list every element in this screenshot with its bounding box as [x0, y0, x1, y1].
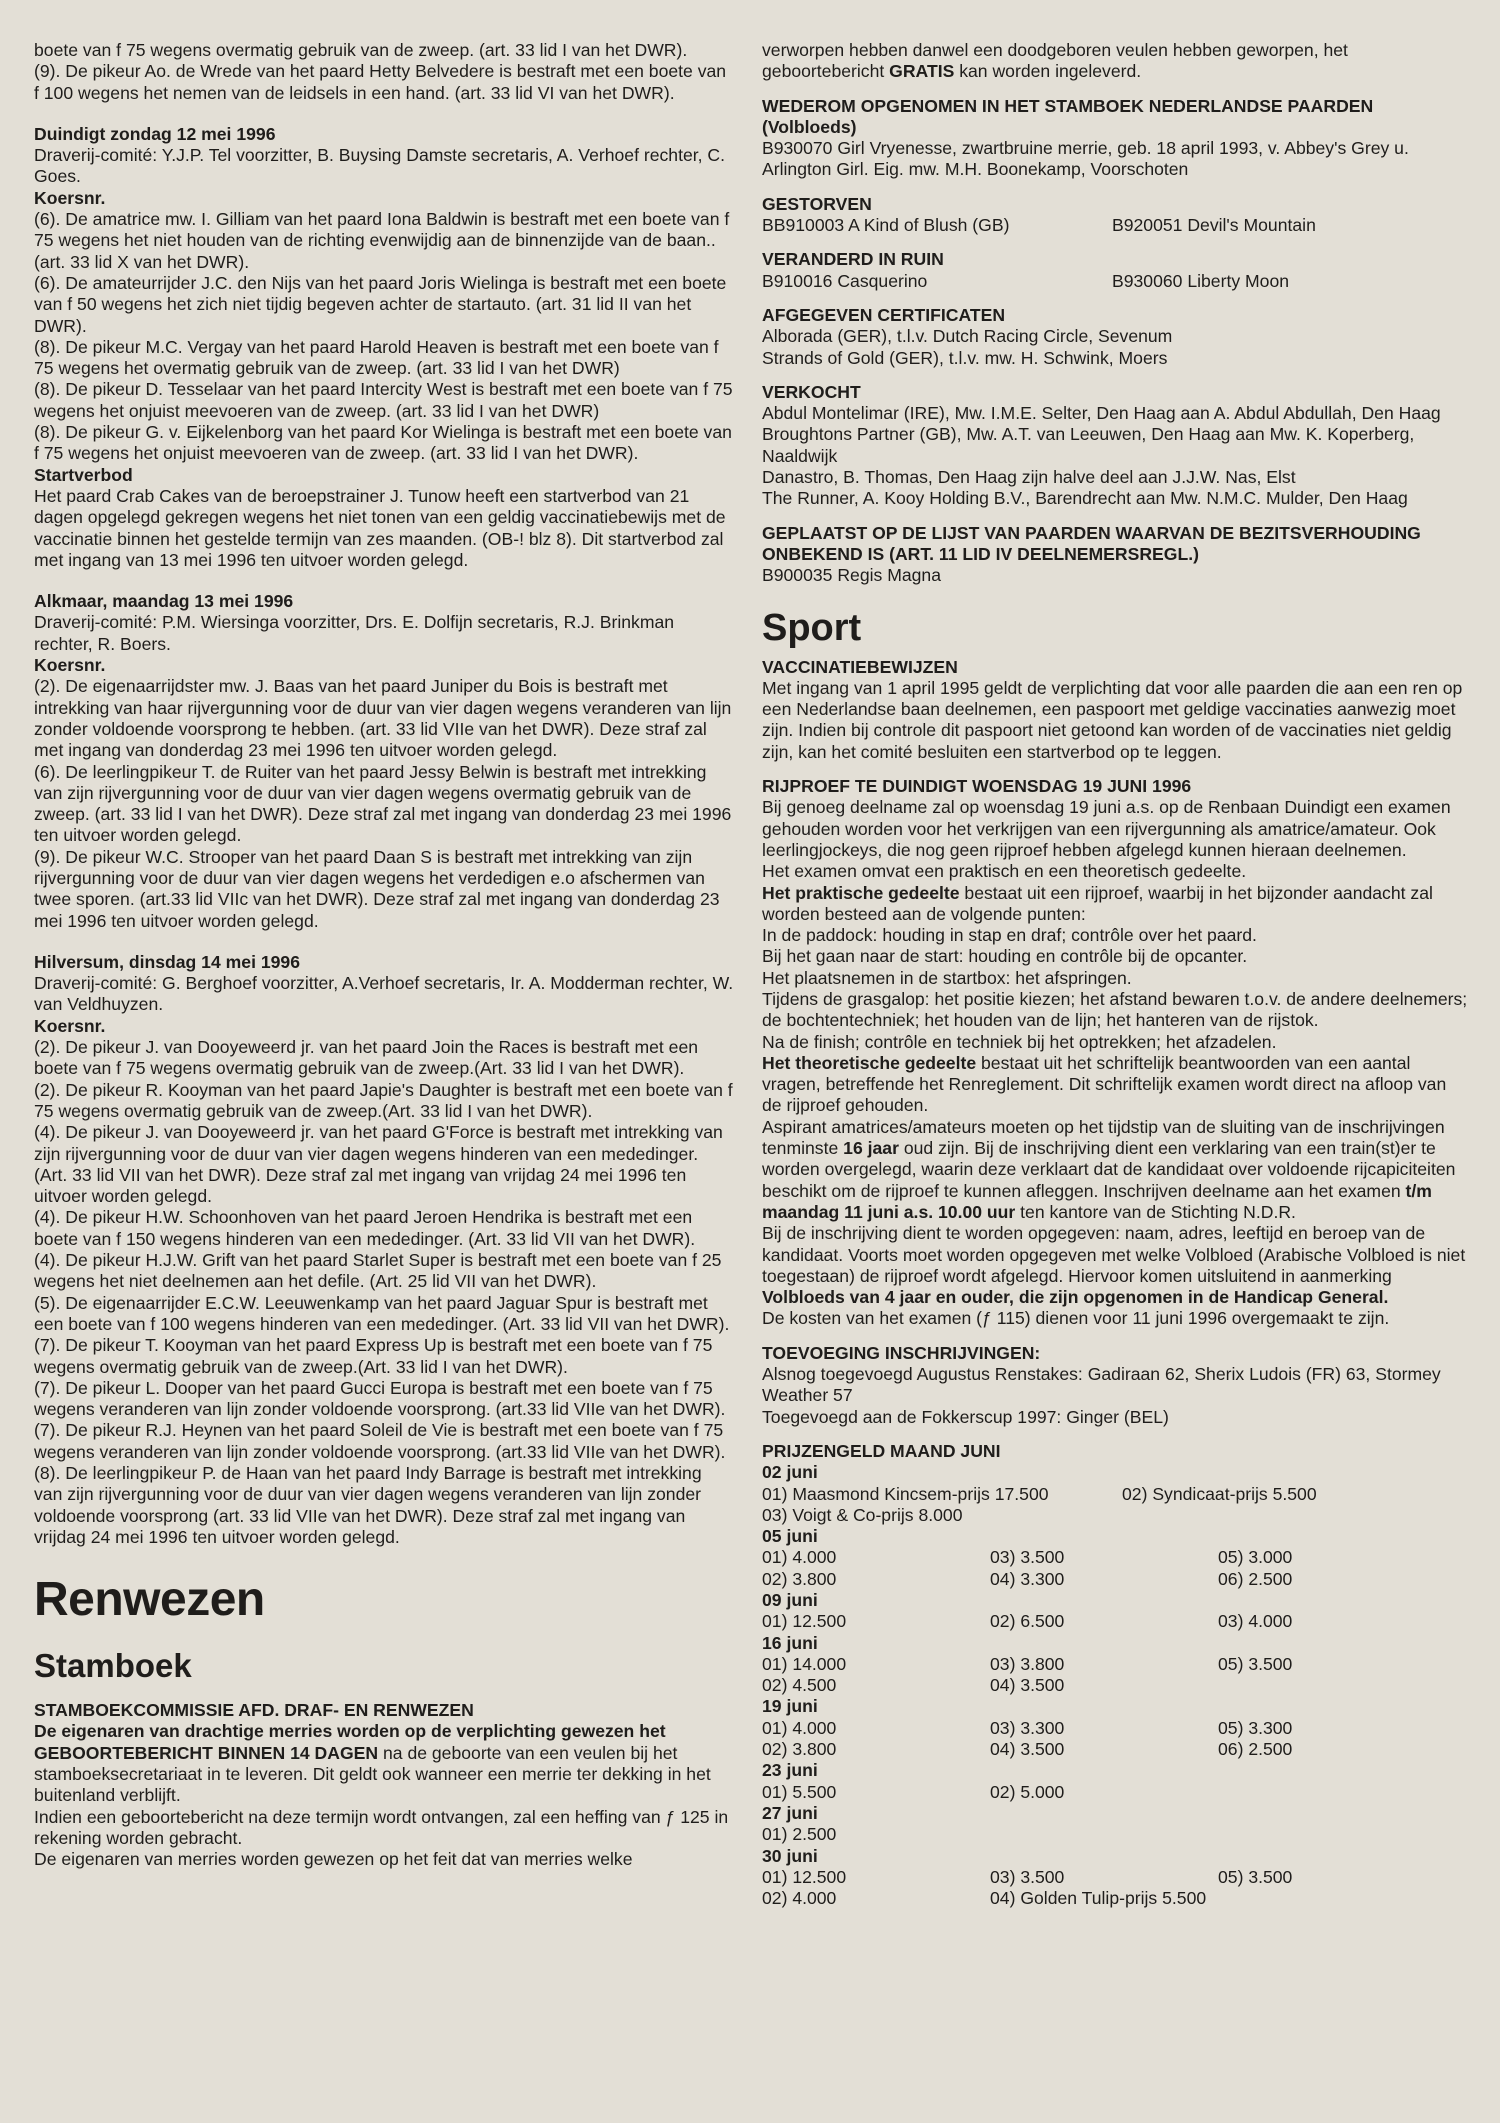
- section-title-renwezen: Renwezen: [34, 1573, 265, 1627]
- prize-cell: 04) Golden Tulip-prijs 5.500: [990, 1888, 1207, 1909]
- prize-date: 16 juni: [762, 1632, 818, 1653]
- prize-table: [762, 1462, 1468, 1909]
- prize-cell: 04) 3.500: [990, 1675, 1065, 1696]
- prize-cell: [1122, 1505, 1382, 1526]
- prize-cell: [1218, 1675, 1418, 1696]
- section-title-sport: Sport: [762, 606, 862, 649]
- text: bestaat uit het schriftelijk beantwoorden van een aantal vragen, betreffende het Renreglement. Dit schriftelijk examen wordt direct na afloop van de rijproef gehouden.: [762, 1052, 1447, 1116]
- text: na de geboorte van een veulen bij het stamboeksecretariaat in te leveren. Dit geldt ook wanneer een merrie ter dekking in het buitenland verblijft.: [34, 1742, 711, 1806]
- prize-cell: 05) 3.500: [1218, 1653, 1293, 1674]
- prize-cell: 01) 5.500: [762, 1781, 837, 1802]
- prize-cell: 02) 3.800: [762, 1568, 837, 1589]
- prize-date: 02 juni: [762, 1462, 818, 1483]
- paragraph: De eigenaren van merries worden gewezen op het feit dat van merries welke: [34, 1849, 633, 1870]
- bold-text: De eigenaren van drachtige merries worden op de verplichting gewezen het GEBOORTEBERICHT BINNEN 14 DAGEN: [34, 1721, 666, 1763]
- text: kan worden ingeleverd.: [954, 61, 1142, 82]
- bold-text: Het theoretische gedeelte: [762, 1052, 977, 1073]
- prize-row: [762, 1824, 1468, 1845]
- meeting-title: Duindigt zondag 12 mei 1996: [34, 123, 276, 144]
- paragraph: Indien een geboortebericht na deze termijn wordt ontvangen, zal een heffing van ƒ 125 in rekening worden gebracht.: [34, 1806, 729, 1848]
- prize-row: [762, 1654, 1468, 1675]
- penalty-item: (2). De pikeur J. van Dooyeweerd jr. van het paard Join the Races is bestraft met een boete van f 75 wegens overmatig gebruik van de zweep.(Art. 33 lid I van het DWR).: [34, 1037, 699, 1079]
- committee-text: Draverij-comité: P.M. Wiersinga voorzitter, Drs. E. Dolfijn secretaris, R.J. Brinkman rechter, R. Boers.: [34, 612, 675, 654]
- prize-cell: 04) 3.300: [990, 1568, 1065, 1589]
- penalty-item: (6). De amateurrijder J.C. den Nijs van het paard Joris Wielinga is bestraft met een boete van f 50 wegens het zich niet tijdig begeven achter de startauto. (art. 31 lid II van het DWR).: [34, 272, 727, 336]
- prize-row: [762, 1867, 1468, 1888]
- prize-cell: 03) Voigt & Co-prijs 8.000: [762, 1504, 963, 1525]
- prize-cell: 01) 12.500: [762, 1866, 847, 1887]
- penalty-item: (2). De pikeur R. Kooyman van het paard Japie's Daughter is bestraft met een boete van f 75 wegens overmatig gebruik van de zweep.(Art. 33 lid I van het DWR).: [34, 1079, 733, 1121]
- prize-row: [762, 1888, 1468, 1909]
- heading-gestorven: GESTORVEN: [762, 193, 872, 214]
- prize-cell: 03) 4.000: [1218, 1611, 1293, 1632]
- prize-row: [762, 1547, 1468, 1568]
- penalty-item: (7). De pikeur L. Dooper van het paard Gucci Europa is bestraft met een boete van f 75 wegens veranderen van lijn zonder voldoende voorsprong. (art.33 lid VIIe van het DWR).: [34, 1377, 726, 1420]
- penalty-item: (Art. 33 lid VII van het DWR). Deze straf zal met ingang van vrijdag 24 mei 1996 ten uitvoer worden gelegd.: [34, 1164, 687, 1207]
- text: ten kantore van de Stichting N.D.R.: [1015, 1201, 1296, 1222]
- paragraph: B930070 Girl Vryenesse, zwartbruine merrie, geb. 18 april 1993, v. Abbey's Grey u. Arlington Girl. Eig. mw. M.H. Boonekamp, Voorschoten: [762, 138, 1409, 180]
- penalty-item: (6). De amatrice mw. I. Gilliam van het paard Iona Baldwin is bestraft met een boete van f 75 wegens het niet houden van de richting evenwijdig aan de binnenzijde van de baan..(art. 33 lid X van het DWR).: [34, 209, 730, 272]
- penalty-item: (8). De leerlingpikeur P. de Haan van het paard Indy Barrage is bestraft met intrekking van zijn rijvergunning voor de duur van vier dagen wegens veranderen van lijn zonder voldoende voorsprong (art. 33 lid VIIe van het DWR). Deze straf zal met ingang van vrijdag 24 mei 1996 ten uitvoer worden gelegd.: [34, 1463, 702, 1547]
- prize-date: 30 juni: [762, 1845, 818, 1866]
- list-item: [762, 215, 1468, 236]
- right-column: [762, 40, 1468, 1909]
- prize-cell: 02) 4.000: [762, 1888, 837, 1909]
- koersnr-label: Koersnr.: [34, 1015, 106, 1036]
- prize-row: [762, 1611, 1468, 1632]
- prize-date: 09 juni: [762, 1590, 818, 1610]
- prize-cell: 01) 12.500: [762, 1611, 847, 1632]
- penalty-item: (8). De pikeur G. v. Eijkelenborg van het paard Kor Wielinga is bestraft met een boete van f 75 wegens het onjuist meevoeren van de zweep. (art. 33 lid I van het DWR).: [34, 422, 732, 464]
- penalty-item: (6). De leerlingpikeur T. de Ruiter van het paard Jessy Belwin is bestraft met intrekking van zijn rijvergunning voor de duur van vier dagen wegens overmatig gebruik van de zweep. (art. 33 lid I van het DWR). Deze straf zal met ingang van donderdag 23 mei 1996 ten uitvoer worden gelegd.: [34, 761, 732, 846]
- prize-cell: 05) 3.000: [1218, 1547, 1293, 1568]
- prize-cell: 02) 6.500: [990, 1611, 1065, 1632]
- list-item: Bij het gaan naar de start: houding en contrôle bij de opcanter.: [762, 946, 1248, 967]
- heading-lijst: GEPLAATST OP DE LIJST VAN PAARDEN WAARVAN DE BEZITSVERHOUDING ONBEKEND IS (ART. 11 LID IV DEELNEMERSREGL.): [762, 522, 1421, 564]
- paragraph: [762, 1223, 1468, 1308]
- text: Bij de inschrijving dient te worden opgegeven: naam, adres, leeftijd en beroep van de kandidaat. Voorts moet worden opgegeven met welke Volbloed (Arabische Volbloed is niet toegestaan) de rijproef wordt afgelegd. Hiervoor komen uitsluitend in aanmerking: [762, 1223, 1466, 1286]
- prize-row: [762, 1484, 1468, 1505]
- text: verworpen hebben danwel een doodgeboren veulen hebben geworpen, het geboortebericht: [762, 40, 1348, 82]
- prize-cell: 02) Syndicaat-prijs 5.500: [1122, 1483, 1317, 1504]
- prize-cell: [990, 1824, 1218, 1845]
- prize-cell: 01) 4.000: [762, 1547, 837, 1568]
- startverbod-text: Het paard Crab Cakes van de beroepstrainer J. Tunow heeft een startverbod van 21 dagen opgelegd gekregen wegens het niet tonen van een geldig vaccinatiebewijs met de vaccinatie binnen het gestelde termijn van zes maanden. (OB-! blz 8). Dit startverbod zal met ingang van 13 mei 1996 ten uitvoer worden gelegd.: [34, 485, 726, 570]
- list-item: The Runner, A. Kooy Holding B.V., Barendrecht aan Mw. N.M.C. Mulder, Den Haag: [762, 488, 1408, 509]
- prize-cell: 02) 3.800: [762, 1739, 837, 1760]
- entry: B930060 Liberty Moon: [1112, 270, 1290, 291]
- heading-rijproef: RIJPROEF TE DUINDIGT WOENSDAG 19 JUNI 1996: [762, 776, 1192, 797]
- heading-verkocht: VERKOCHT: [762, 381, 861, 402]
- committee-text: Draverij-comité: Y.J.P. Tel voorzitter, B. Buysing Damste secretaris, A. Verhoef rechter, C. Goes.: [34, 145, 726, 187]
- paragraph: (9). De pikeur Ao. de Wrede van het paard Hetty Belvedere is bestraft met een boete van f 100 wegens het nemen van de leidsels in een hand. (art. 33 lid VI van het DWR).: [34, 61, 727, 103]
- bold-text: t/m maandag 11 juni a.s. 10.00 uur: [762, 1180, 1432, 1222]
- list-item: Alsnog toegevoegd Augustus Renstakes: Gadiraan 62, Sherix Ludois (FR) 63, Stormey Weather 57: [762, 1364, 1441, 1406]
- prize-cell: 02) 4.500: [762, 1675, 837, 1696]
- text: bestaat uit een rijproef, waarbij in het bijzonder aandacht zal worden besteed aan de volgende punten:: [762, 882, 1433, 924]
- heading-veranderd: VERANDERD IN RUIN: [762, 249, 944, 270]
- bold-text: GRATIS: [889, 61, 955, 82]
- list-item: Strands of Gold (GER), t.l.v. mw. H. Schwink, Moers: [762, 347, 1168, 368]
- prize-row: [762, 1569, 1468, 1590]
- prize-date: 27 juni: [762, 1802, 818, 1823]
- list-item: Toegevoegd aan de Fokkerscup 1997: Ginger (BEL): [762, 1406, 1169, 1427]
- list-item: Danastro, B. Thomas, Den Haag zijn halve deel aan J.J.W. Nas, Elst: [762, 467, 1296, 488]
- section-title-stamboek: Stamboek: [34, 1647, 192, 1685]
- prize-cell: [1218, 1782, 1418, 1803]
- prize-cell: 05) 3.300: [1218, 1717, 1293, 1738]
- bold-text: Volbloeds van 4 jaar en ouder, die zijn opgenomen in de Handicap General.: [762, 1287, 1389, 1308]
- penalty-item: (4). De pikeur H.J.W. Grift van het paard Starlet Super is bestraft met een boete van f 25 wegens het niet deelnemen aan het defile. (Art. 25 lid VII van het DWR).: [34, 1250, 722, 1292]
- bold-text: 16 jaar: [843, 1138, 899, 1159]
- prize-date: 19 juni: [762, 1696, 818, 1717]
- prize-cell: 05) 3.500: [1218, 1866, 1293, 1887]
- paragraph: [762, 1117, 1468, 1223]
- prize-cell: 01) Maasmond Kincsem-prijs 17.500: [762, 1483, 1049, 1504]
- penalty-item: (9). De pikeur W.C. Strooper van het paard Daan S is bestraft met intrekking van zijn rijvergunning voor de duur van vier dagen wegens het verdedigen e.o afschermen van twee sporen. (art.33 lid VIIc van het DWR). Deze straf zal met ingang van donderdag 23 mei 1996 ten uitvoer worden gelegd.: [34, 846, 720, 931]
- entry: B920051 Devil's Mountain: [1112, 215, 1316, 236]
- koersnr-label: Koersnr.: [34, 655, 106, 676]
- prize-cell: 03) 3.500: [990, 1866, 1065, 1887]
- prize-cell: 01) 2.500: [762, 1824, 837, 1845]
- startverbod-label: Startverbod: [34, 464, 133, 485]
- prize-cell: 04) 3.500: [990, 1739, 1065, 1760]
- list-item: Het plaatsnemen in de startbox: het afspringen.: [762, 967, 1132, 988]
- list-item: Alborada (GER), t.l.v. Dutch Racing Circle, Sevenum: [762, 326, 1173, 347]
- paragraph: [34, 1721, 734, 1806]
- heading-wederom: WEDEROM OPGENOMEN IN HET STAMBOEK NEDERLANDSE PAARDEN (Volbloeds): [762, 95, 1374, 137]
- meeting-title: Hilversum, dinsdag 14 mei 1996: [34, 951, 300, 972]
- text: oud zijn. Bij de inschrijving dient een verklaring van een train(st)er te worden overgelegd, waarin deze verklaart dat de kandidaat over voldoende rijcapiciteiten beschikt om de rijproef te kunnen afleggen. Inschrijven deelname aan het examen: [762, 1138, 1456, 1201]
- penalty-item: (7). De pikeur R.J. Heynen van het paard Soleil de Vie is bestraft met een boete van f 75 wegens veranderen van lijn zonder voldoende voorsprong. (art.33 lid VIIe van het DWR).: [34, 1420, 726, 1462]
- penalty-item: (4). De pikeur J. van Dooyeweerd jr. van het paard G'Force is bestraft met intrekking van zijn rijvergunning voor de duur van vier dagen wegens hinderen van een mededinger.: [34, 1122, 723, 1164]
- list-item: Tijdens de grasgalop: het positie kiezen; het afstand bewaren t.o.v. de andere deelnemers; de bochtentechniek; het houden van de lijn; het hanteren van de rijstok.: [762, 988, 1468, 1031]
- prize-row: [762, 1718, 1468, 1739]
- paragraph: [762, 883, 1468, 926]
- text: Aspirant amatrices/amateurs moeten op het tijdstip van de sluiting van de inschrijvingen tenminste: [762, 1116, 1445, 1159]
- prize-date: 05 juni: [762, 1526, 818, 1547]
- heading-certificaten: AFGEGEVEN CERTIFICATEN: [762, 304, 1006, 325]
- paragraph: Het examen omvat een praktisch en een theoretisch gedeelte.: [762, 861, 1247, 882]
- meeting-title: Alkmaar, maandag 13 mei 1996: [34, 591, 294, 612]
- penalty-item: (8). De pikeur M.C. Vergay van het paard Harold Heaven is bestraft met een boete van f 75 wegens het overmatig gebruik van de zweep. (art. 33 lid I van het DWR): [34, 336, 719, 379]
- penalty-item: (7). De pikeur T. Kooyman van het paard Express Up is bestraft met een boete van f 75 wegens overmatig gebruik van de zweep.(Art. 33 lid I van het DWR).: [34, 1335, 713, 1377]
- prize-cell: 02) 5.000: [990, 1781, 1065, 1802]
- paragraph: [762, 40, 1468, 83]
- committee-text: Draverij-comité: G. Berghoef voorzitter, A.Verhoef secretaris, Ir. A. Modderman rechter, W. van Veldhuyzen.: [34, 973, 734, 1015]
- paragraph: De kosten van het examen (ƒ 115) dienen voor 11 juni 1996 overgemaakt te zijn.: [762, 1308, 1390, 1329]
- penalty-item: (4). De pikeur H.W. Schoonhoven van het paard Jeroen Hendrika is bestraft met een boete van f 150 wegens hinderen van een mededinger. (Art. 33 lid VII van het DWR).: [34, 1207, 696, 1249]
- prize-cell: 01) 14.000: [762, 1653, 847, 1674]
- paragraph: boete van f 75 wegens overmatig gebruik van de zweep. (art. 33 lid I van het DWR).: [34, 40, 688, 60]
- prize-row: [762, 1739, 1468, 1760]
- entry: B910016 Casquerino: [762, 270, 928, 291]
- bold-text: Het praktische gedeelte: [762, 882, 960, 903]
- prize-cell: 01) 4.000: [762, 1717, 837, 1738]
- prize-date: 23 juni: [762, 1760, 818, 1781]
- heading-prijzengeld: PRIJZENGELD MAAND JUNI: [762, 1440, 1001, 1461]
- penalty-item: (5). De eigenaarrijder E.C.W. Leeuwenkamp van het paard Jaguar Spur is bestraft met een boete van f 100 wegens hinderen van een mededinger. (Art. 33 lid VII van het DWR).: [34, 1292, 730, 1334]
- left-column: [34, 40, 734, 1871]
- prize-cell: 03) 3.300: [990, 1717, 1065, 1738]
- paragraph: Bij genoeg deelname zal op woensdag 19 juni a.s. op de Renbaan Duindigt een examen gehouden worden voor het verkrijgen van een rijvergunning als amatrice/amateur. Ook leerlingjockeys, die nog geen rijproef hebben afgelegd kunnen hieraan deelnemen.: [762, 797, 1451, 860]
- heading-vaccinatie: VACCINATIEBEWIJZEN: [762, 656, 958, 677]
- commissie-heading: STAMBOEKCOMMISSIE AFD. DRAF- EN RENWEZEN: [34, 1700, 474, 1721]
- list-item: Na de finish; contrôle en techniek bij het optrekken; het afzadelen.: [762, 1031, 1277, 1052]
- prize-cell: [1218, 1888, 1418, 1909]
- penalty-item: (2). De eigenaarrijdster mw. J. Baas van het paard Juniper du Bois is bestraft met intrekking van haar rijvergunning voor de duur van vier dagen wegens veranderen van lijn zonder voldoende voorsprong te hebben. (art. 33 lid VIIe van het DWR). Deze straf zal met ingang van donderdag 23 mei 1996 ten uitvoer worden gelegd.: [34, 676, 732, 761]
- prize-cell: [1218, 1824, 1418, 1845]
- prize-row: [762, 1782, 1468, 1803]
- penalty-item: (8). De pikeur D. Tesselaar van het paard Intercity West is bestraft met een boete van f 75 wegens het onjuist meevoeren van de zweep. (art. 33 lid I van het DWR): [34, 379, 733, 421]
- entry: BB910003 A Kind of Blush (GB): [762, 215, 1010, 236]
- heading-toevoeging: TOEVOEGING INSCHRIJVINGEN:: [762, 1342, 1041, 1363]
- koersnr-label: Koersnr.: [34, 187, 106, 208]
- list-item: Broughtons Partner (GB), Mw. A.T. van Leeuwen, Den Haag aan Mw. K. Koperberg, Naaldwijk: [762, 424, 1415, 466]
- prize-cell: 03) 3.800: [990, 1653, 1065, 1674]
- prize-row: [762, 1675, 1468, 1696]
- prize-cell: 06) 2.500: [1218, 1568, 1293, 1589]
- list-item: Abdul Montelimar (IRE), Mw. I.M.E. Selter, Den Haag aan A. Abdul Abdullah, Den Haag: [762, 403, 1441, 424]
- paragraph: [762, 1053, 1468, 1117]
- list-item: [762, 271, 1468, 292]
- prize-row: [762, 1505, 1468, 1526]
- prize-cell: 03) 3.500: [990, 1547, 1065, 1568]
- list-item: B900035 Regis Magna: [762, 565, 941, 586]
- prize-cell: 06) 2.500: [1218, 1739, 1293, 1760]
- list-item: In de paddock: houding in stap en draf; contrôle over het paard.: [762, 925, 1257, 946]
- paragraph: Met ingang van 1 april 1995 geldt de verplichting dat voor alle paarden die aan een ren op een Nederlandse baan deelnemen, een paspoort met geldige vaccinaties aanwezig moet zijn. Indien bij controle dit paspoort niet getoond kan worden of de vaccinaties niet geldig zijn, kan het comité besluiten een startverbod op te leggen.: [762, 677, 1463, 762]
